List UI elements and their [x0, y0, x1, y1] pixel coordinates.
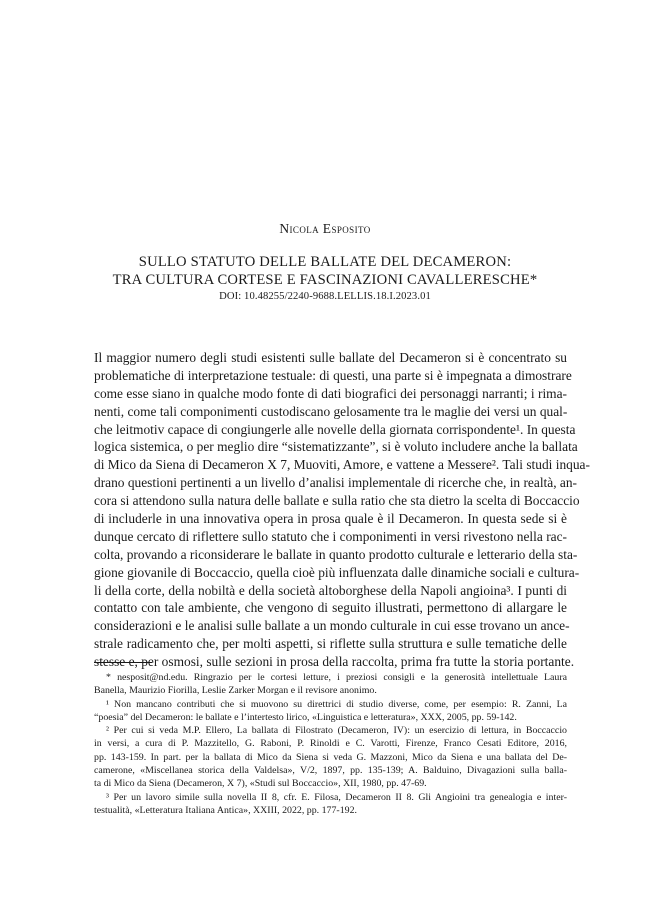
- body-line: drano questioni pertinenti a un livello d’analisi implementale di ricerche che, in realtà, an-: [94, 475, 577, 491]
- footnote-line: “poesia” del Decameron: le ballate e l’intertesto lirico, «Linguistica e letteratura», XXX, 2005, pp. 59-142.: [94, 711, 517, 723]
- body-paragraph: [94, 349, 590, 671]
- footnote-line: in versi, a cura di P. Mazzitello, G. Raboni, P. Rinoldi e C. Varotti, Firenze, Franco Cesati Editore, 2016,: [94, 738, 567, 750]
- body-line: considerazioni e le analisi sulle ballate a un mondo culturale in cui esse trovano un ance-: [94, 618, 570, 634]
- body-line: di Mico da Siena di Decameron X 7, Muoviti, Amore, e vattene a Messere². Tali studi inqua-: [94, 457, 590, 473]
- body-line: logica sistemica, o per meglio dire “sistematizzante”, si è voluto includere anche la ballata: [94, 439, 578, 455]
- title-line-1: SULLO STATUTO DELLE BALLATE DEL DECAMERON:: [138, 254, 512, 270]
- footnote-line: ta di Mico da Siena (Decameron, X 7), «Studi sul Boccaccio», XII, 1980, pp. 47-69.: [94, 778, 427, 790]
- footnote-line: ² Per cui si veda M.P. Ellero, La ballata di Filostrato (Decameron, IV): un esercizio di lettura, in Boccaccio: [106, 725, 567, 737]
- body-line: colta, provando a riconsiderare le ballate in quanto prodotto culturale e letterario della sta-: [94, 546, 578, 562]
- author-name: Nicola Esposito: [279, 221, 371, 236]
- footnote-line: * nesposit@nd.edu. Ringrazio per le cortesi letture, i preziosi consigli e la generosità intellettuale Laura: [106, 672, 567, 683]
- body-line: come esse siano in qualche modo fonte di dati biografici dei personaggi narranti; i rima-: [94, 385, 567, 401]
- body-line: stesse e, per osmosi, sulle sezioni in prosa della raccolta, prima fra tutte la storia portante.: [94, 654, 575, 670]
- footnote-line: ³ Per un lavoro simile sulla novella II 8, cfr. E. Filosa, Decameron II 8. Gli Angioini tra genealogia e inter-: [106, 791, 567, 803]
- footnote-separator: [94, 662, 152, 663]
- body-line: gione giovanile di Boccaccio, quella cioè più influenzata dalle dinamiche sociali e cultura-: [94, 564, 580, 580]
- body-line: nenti, come tali componimenti custodiscano gelosamente tra le maglie dei versi un qual-: [94, 403, 568, 419]
- footnote-line: Banella, Maurizio Fiorilla, Leslie Zarker Morgan e il revisore anonimo.: [94, 685, 377, 697]
- doi: DOI: 10.48255/2240-9688.LELLIS.18.I.2023.01: [219, 291, 431, 302]
- body-line: cora si attendono sulla natura delle ballate e sulla ratio che sta dietro la scelta di Boccaccio: [94, 493, 580, 509]
- title-line-2: TRA CULTURA CORTESE E FASCINAZIONI CAVALLERESCHE*: [112, 272, 538, 288]
- body-line: dunque cercato di riflettere sullo statuto che i componimenti in versi rivestono nella rac-: [94, 528, 567, 544]
- article-title: [0, 253, 650, 289]
- body-line: li della corte, della nobiltà e della società altoborghese della Napoli angioina³. I punti di: [94, 582, 567, 598]
- footnote-line: camerone, «Miscellanea storica della Valdelsa», V/2, 1897, pp. 135-139; A. Balduino, Divagazioni sulla balla-: [94, 765, 567, 777]
- body-line: che leitmotiv capace di congiungerle alle novelle della giornata corrispondente¹. In questa: [94, 421, 576, 437]
- footnotes: [94, 671, 567, 817]
- body-line: problematiche di interpretazione testuale: di questi, una parte si è impegnata a dimostrare: [94, 367, 572, 383]
- body-line: strale radicamento che, per molti aspetti, si riflette sulla struttura e sulle tematiche delle: [94, 636, 567, 652]
- footnote-line: ¹ Non mancano contributi che si muovono su direttrici di studio diverse, come, per esempio: R. Zanni, La: [106, 698, 567, 710]
- footnote-line: testualità, «Letteratura Italiana Antica», XXIII, 2022, pp. 177-192.: [94, 804, 357, 816]
- body-line: contatto con tale ambiente, che vengono di seguito illustrati, permettono di allargare le: [94, 600, 567, 616]
- footnote-line: pp. 143-159. In part. per la ballata di Mico da Siena si veda G. Mazzoni, Mico da Siena e una ballata del De-: [94, 751, 567, 763]
- body-line: di includerle in una innovativa opera in prosa quale è il Decameron. In questa sede si è: [94, 511, 567, 527]
- body-line: Il maggior numero degli studi esistenti sulle ballate del Decameron si è concentrato su: [94, 350, 567, 365]
